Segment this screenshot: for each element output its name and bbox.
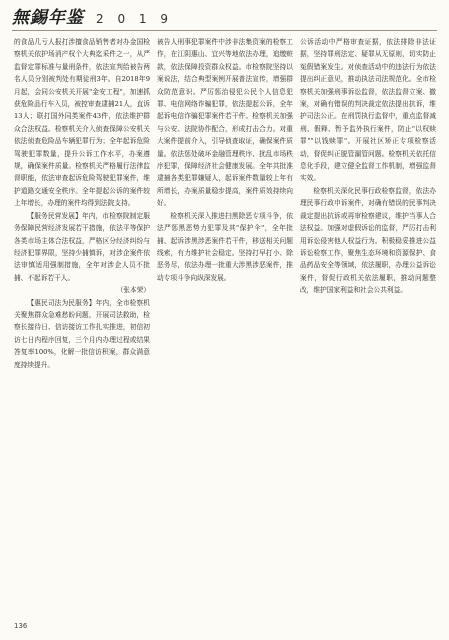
yearbook-logo: 無錫年鉴 (12, 8, 84, 28)
yearbook-year: 2 0 1 9 (96, 12, 173, 26)
text-column-3 (300, 36, 436, 614)
paragraph: 【服务民营发展】年内，市检察院制定服务保障民营经济发展若干措施，依法平等保护各类市场主体合法权益，严格区分经济纠纷与经济犯罪界限，坚持少捕慎诉，对涉企案件依法审慎适用强制措施，全年对涉企人员不批捕、不起诉若干人。 (14, 211, 150, 282)
paragraph: 公诉活动中严格审查证据，依法排除非法证据，坚持罪刑法定、疑罪从无原则，切实防止冤假错案发生。对侦查活动中的违法行为依法提出纠正意见，推动执法司法规范化。全市检察机关加强刑事诉讼监督，依法监督立案、撤案，对确有错误的判决裁定依法提出抗诉，维护司法公正。在刑罚执行监督中，重点监督减刑、假释、暂予监外执行案件，防止"以权赎罪""以钱赎罪"。开展社区矫正专项检察活动，督促纠正脱管漏管问题。检察机关依托信息化手段，建立健全监督工作机制，增强监督实效。 (300, 38, 436, 183)
paragraph: 检察机关深入推进扫黑除恶专项斗争，依法严惩黑恶势力犯罪及其"保护伞"，全年批捕、起诉涉黑涉恶案件若干件，移送相关问题线索，有力维护社会稳定。坚持打早打小、除恶务尽，依法办理一批重大涉黑涉恶案件，推动专项斗争向纵深发展。 (157, 211, 293, 282)
paragraph: 检察机关深化民事行政检察监督，依法办理民事行政申诉案件，对确有错误的民事判决裁定提出抗诉或再审检察建议，维护当事人合法权益。加强对虚假诉讼的监督，严厉打击利用诉讼侵害他人权益行为。积极稳妥推进公益诉讼检察工作，聚焦生态环境和资源保护、食品药品安全等领域，依法履职，办理公益诉讼案件，督促行政机关依法履职，推动问题整改，维护国家利益和社会公共利益。 (300, 186, 436, 295)
paragraph: 的食品几亏人报打涉擅食品销售者对办金国检察机关依护场消产权个大典迄采件之一，从严监督定罪标准与量刑条件，依法宣判给被告两名人员分别被判处有期徒刑3年。自2018年9月起，会同公安机关开展"金安工程"，加速抓获危险品行车入员，被控审查逮捕21人，直诉13人；联打国外同类案件43件，依法维护群众合法权益。检察机关介入侦查保障公安机关依法侦查危险品车辆犯罪行为；全年起诉危险驾驶犯罪数量，提升公诉工作水平，办案遵规，确保案件质量。检察机关严格履行法律监督职能，依法审查起诉危险驾驶犯罪案件，维护道路交通安全秩序。全年提起公诉的案件较上年增长，办理的案件均得到法院支持。 (14, 38, 150, 208)
header-rule (12, 30, 437, 31)
page-header (12, 6, 437, 28)
paragraph: 被告人刑事犯罪案件中涉非法集资案的检察工作，在江阴惠山、宜兴等地依法办理，追缴赃款，依法保障投资群众权益。市检察院坚持以案说法，结合典型案例开展普法宣传，增强群众防范意识。严厉惩治侵犯公民个人信息犯罪、电信网络诈骗犯罪，依法提起公诉，全年起诉电信诈骗犯罪案件若干件。检察机关加强与公安、法院协作配合，形成打击合力。对重大案件提前介入，引导侦查取证，确保案件质量。依法惩处破坏金融管理秩序、扰乱市场秩序犯罪，保障经济社会健康发展。全年共批准逮捕各类犯罪嫌疑人，起诉案件数量较上年有所增长，办案质量稳步提高，案件质效持续向好。 (157, 38, 293, 208)
text-column-1 (14, 36, 150, 614)
paragraph: 【惠民司法为民服务】年内，全市检察机关聚焦群众急难愁盼问题，开展司法救助，检察长接待日、信访接访工作扎实推进，初信初访七日内程序回复，三个月内办理过程或结果答复率100%，化解一批信访积案，群众满意度持续提升。 (14, 298, 150, 369)
text-column-2 (157, 36, 293, 614)
author-signature: （张本荣） (116, 286, 150, 295)
page-number: 136 (14, 622, 28, 630)
article-body (14, 36, 436, 614)
